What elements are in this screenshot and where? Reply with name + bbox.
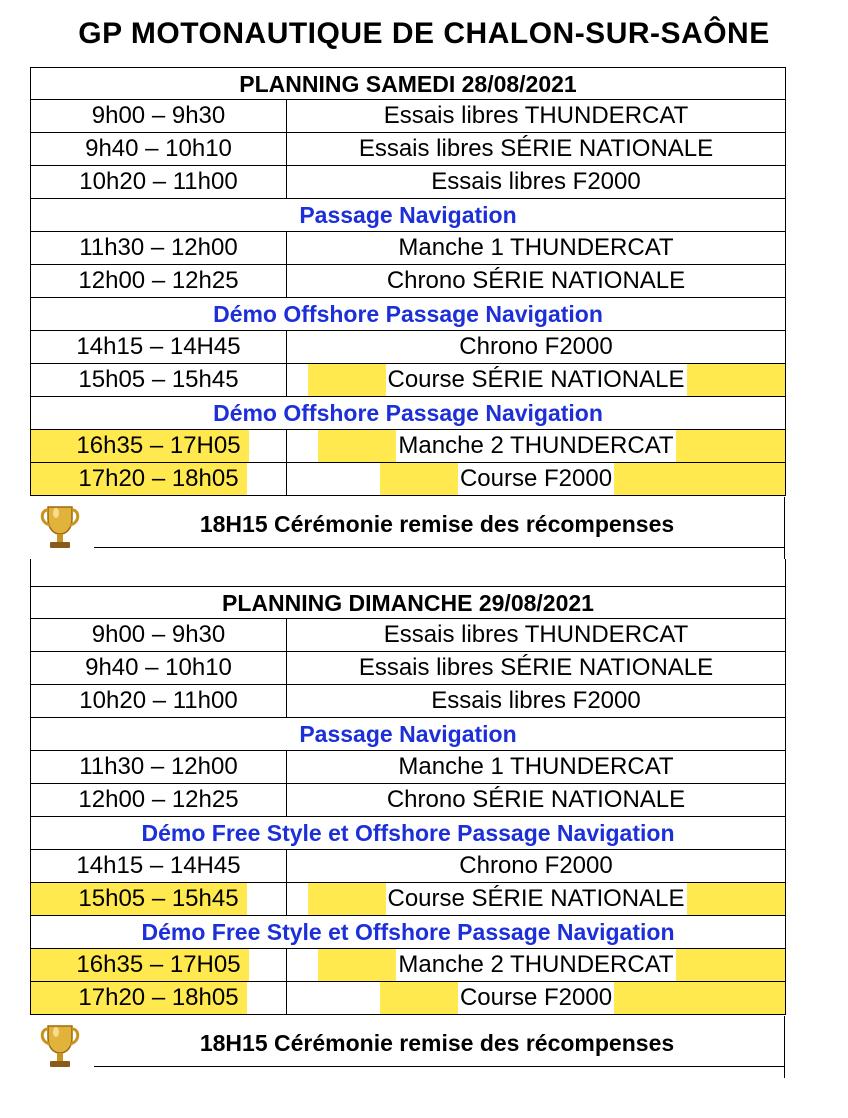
time-text: 15h05 – 15h45	[78, 885, 239, 912]
table-row	[31, 166, 785, 199]
event-cell	[287, 982, 785, 1014]
time-cell	[31, 850, 287, 882]
event-text: Manche 2 THUNDERCAT	[398, 951, 674, 978]
time-cell	[31, 265, 287, 297]
time-text: 16h35 – 17H05	[76, 951, 241, 978]
time-cell	[31, 232, 287, 264]
table-row	[31, 619, 785, 652]
time-cell	[31, 166, 287, 198]
time-text: 16h35 – 17H05	[76, 432, 241, 459]
event-text: Chrono SÉRIE NATIONALE	[386, 267, 686, 294]
event-cell	[287, 232, 785, 264]
time-text: 17h20 – 18h05	[78, 984, 239, 1011]
event-text: Chrono F2000	[459, 852, 613, 879]
time-cell	[31, 685, 287, 717]
ceremony-row	[30, 1016, 785, 1078]
event-text: Course SÉRIE NATIONALE	[387, 366, 685, 393]
event-cell	[287, 784, 785, 816]
time-cell	[31, 100, 287, 132]
table-row	[31, 850, 785, 883]
time-text: 9h00 – 9h30	[91, 621, 226, 648]
day-heading: PLANNING SAMEDI 28/08/2021	[31, 67, 785, 100]
ceremony-row	[30, 497, 785, 559]
event-cell	[287, 133, 785, 165]
event-cell	[287, 850, 785, 882]
event-text: Course F2000	[459, 465, 613, 492]
time-cell	[31, 982, 287, 1014]
time-cell	[31, 463, 287, 495]
break-row: Passage Navigation	[31, 199, 785, 232]
ceremony-text: 18H15 Cérémonie remise des récompenses	[199, 511, 675, 537]
time-text: 12h00 – 12h25	[78, 267, 239, 294]
table-row	[31, 982, 785, 1015]
ceremony-divider	[94, 547, 784, 548]
event-text: Manche 2 THUNDERCAT	[398, 432, 674, 459]
time-text: 12h00 – 12h25	[78, 786, 239, 813]
table-row	[31, 133, 785, 166]
break-row: Démo Offshore Passage Navigation	[31, 298, 785, 331]
time-cell	[31, 949, 287, 981]
day-schedule-table	[30, 67, 786, 496]
event-text: Chrono SÉRIE NATIONALE	[386, 786, 686, 813]
table-row	[31, 430, 785, 463]
time-text: 9h40 – 10h10	[85, 654, 232, 681]
trophy-icon	[38, 501, 82, 553]
time-cell	[31, 883, 287, 915]
time-text: 10h20 – 11h00	[79, 168, 238, 195]
time-cell	[31, 430, 287, 462]
event-text: Essais libres THUNDERCAT	[383, 102, 689, 129]
event-text: Course F2000	[459, 984, 613, 1011]
event-cell	[287, 364, 785, 396]
table-row	[31, 463, 785, 496]
table-row	[31, 949, 785, 982]
table-row	[31, 100, 785, 133]
table-gap	[30, 559, 786, 586]
time-cell	[31, 364, 287, 396]
event-cell	[287, 265, 785, 297]
page-title: GP MOTONAUTIQUE DE CHALON-SUR-SAÔNE	[78, 17, 770, 50]
break-row: Démo Free Style et Offshore Passage Navigation	[31, 916, 785, 949]
time-cell	[31, 133, 287, 165]
event-text: Course SÉRIE NATIONALE	[387, 885, 685, 912]
break-row: Passage Navigation	[31, 718, 785, 751]
trophy-icon	[38, 1020, 82, 1072]
time-cell	[31, 331, 287, 363]
ceremony-text: 18H15 Cérémonie remise des récompenses	[199, 1030, 675, 1056]
table-row	[31, 652, 785, 685]
time-text: 10h20 – 11h00	[79, 687, 238, 714]
table-row	[31, 331, 785, 364]
day-schedule-table	[30, 586, 786, 1015]
time-cell	[31, 619, 287, 651]
event-text: Essais libres F2000	[431, 687, 641, 714]
break-row: Démo Offshore Passage Navigation	[31, 397, 785, 430]
event-cell	[287, 331, 785, 363]
event-text: Manche 1 THUNDERCAT	[398, 234, 674, 261]
event-cell	[287, 751, 785, 783]
event-cell	[287, 619, 785, 651]
event-text: Essais libres THUNDERCAT	[383, 621, 689, 648]
event-cell	[287, 949, 785, 981]
event-text: Essais libres SÉRIE NATIONALE	[358, 654, 714, 681]
event-cell	[287, 652, 785, 684]
ceremony-divider	[94, 1066, 784, 1067]
break-row: Démo Free Style et Offshore Passage Navigation	[31, 817, 785, 850]
time-text: 9h40 – 10h10	[85, 135, 232, 162]
time-text: 11h30 – 12h00	[79, 753, 238, 780]
table-row	[31, 883, 785, 916]
time-cell	[31, 652, 287, 684]
event-cell	[287, 685, 785, 717]
table-row	[31, 784, 785, 817]
event-cell	[287, 166, 785, 198]
event-cell	[287, 463, 785, 495]
event-cell	[287, 100, 785, 132]
time-text: 15h05 – 15h45	[78, 366, 239, 393]
event-text: Chrono F2000	[459, 333, 613, 360]
event-text: Essais libres SÉRIE NATIONALE	[358, 135, 714, 162]
table-row	[31, 364, 785, 397]
time-text: 9h00 – 9h30	[91, 102, 226, 129]
event-cell	[287, 883, 785, 915]
time-text: 17h20 – 18h05	[78, 465, 239, 492]
table-row	[31, 685, 785, 718]
time-cell	[31, 784, 287, 816]
table-row	[31, 265, 785, 298]
time-cell	[31, 751, 287, 783]
time-text: 11h30 – 12h00	[79, 234, 238, 261]
event-text: Essais libres F2000	[431, 168, 641, 195]
table-row	[31, 751, 785, 784]
time-text: 14h15 – 14H45	[76, 333, 241, 360]
event-cell	[287, 430, 785, 462]
event-text: Manche 1 THUNDERCAT	[398, 753, 674, 780]
day-heading: PLANNING DIMANCHE 29/08/2021	[31, 586, 785, 619]
time-text: 14h15 – 14H45	[76, 852, 241, 879]
table-row	[31, 232, 785, 265]
